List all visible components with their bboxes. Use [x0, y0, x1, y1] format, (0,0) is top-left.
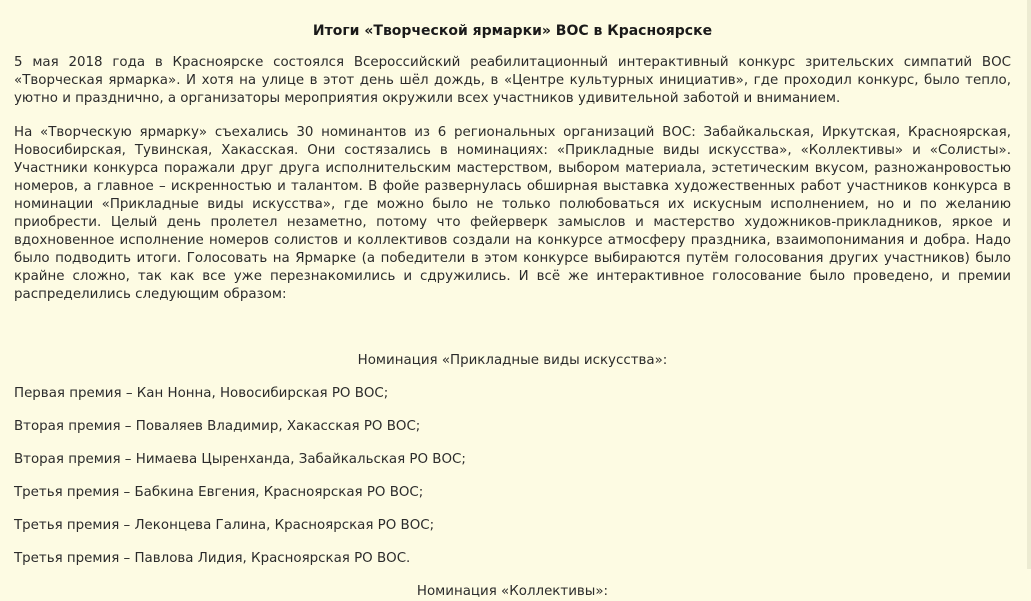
next-nomination-heading: Номинация «Коллективы»: — [416, 584, 609, 599]
scrollbar[interactable] — [1027, 0, 1031, 569]
award-item: Третья премия – Бабкина Евгения, Красноярская РО ВОС; — [14, 485, 424, 500]
article-title: Итоги «Творческой ярмарки» ВОС в Красноярске — [312, 23, 713, 39]
details-paragraph: На «Творческую ярмарку» съехались 30 номинантов из 6 региональных организаций ВОС: Забайкальская, Иркутская, Красноярская, Новосибирская, Тувинская, Хакасская. Они состязались в номинациях: «Прикладные виды искусства», «Коллективы» и «Солисты». Участники конкурса поражали друг друга исполнительским мастерством, выбором материала, эстетическим вкусом, разножанровостью номеров, а главное – искренностью и талантом. В фойе развернулась обширная выставка художественных работ участников конкурса в номинации «Прикладные виды искусства», где можно было не только полюбоваться их искусным исполнением, но и по желанию приобрести. Целый день пролетел незаметно, потому что фейерверк замыслов и мастерство художников-прикладников, яркое и вдохновенное исполнение номеров солистов и коллективов создали на конкурсе атмосферу праздника, взаимопонимания и добра. Надо было подводить итоги. Голосовать на Ярмарке (а победители в этом конкурсе выбираются путём голосования других участников) было крайне сложно, так как все уже перезнакомились и сдружились. И всё же интерактивное голосование было проведено, и премии распределились следующим образом: — [14, 125, 1011, 302]
nomination-heading: Номинация «Прикладные виды искусства»: — [357, 353, 668, 368]
award-item: Вторая премия – Нимаева Цыренханда, Забайкальская РО ВОС; — [14, 452, 466, 467]
award-item: Первая премия – Кан Нонна, Новосибирская РО ВОС; — [14, 386, 389, 401]
award-item: Третья премия – Павлова Лидия, Красноярская РО ВОС. — [14, 551, 411, 566]
article — [14, 0, 1011, 601]
award-item: Третья премия – Леконцева Галина, Красноярская РО ВОС; — [14, 518, 435, 533]
award-item: Вторая премия – Поваляев Владимир, Хакасская РО ВОС; — [14, 419, 421, 434]
intro-paragraph: 5 мая 2018 года в Красноярске состоялся Всероссийский реабилитационный интерактивный конкурс зрительских симпатий ВОС «Творческая ярмарка». И хотя на улице в этот день шёл дождь, в «Центре культурных инициатив», где проходил конкурс, было тепло, уютно и празднично, а организаторы мероприятия окружили всех участников удивительной заботой и вниманием. — [14, 55, 1011, 106]
awards-list — [14, 385, 1011, 568]
